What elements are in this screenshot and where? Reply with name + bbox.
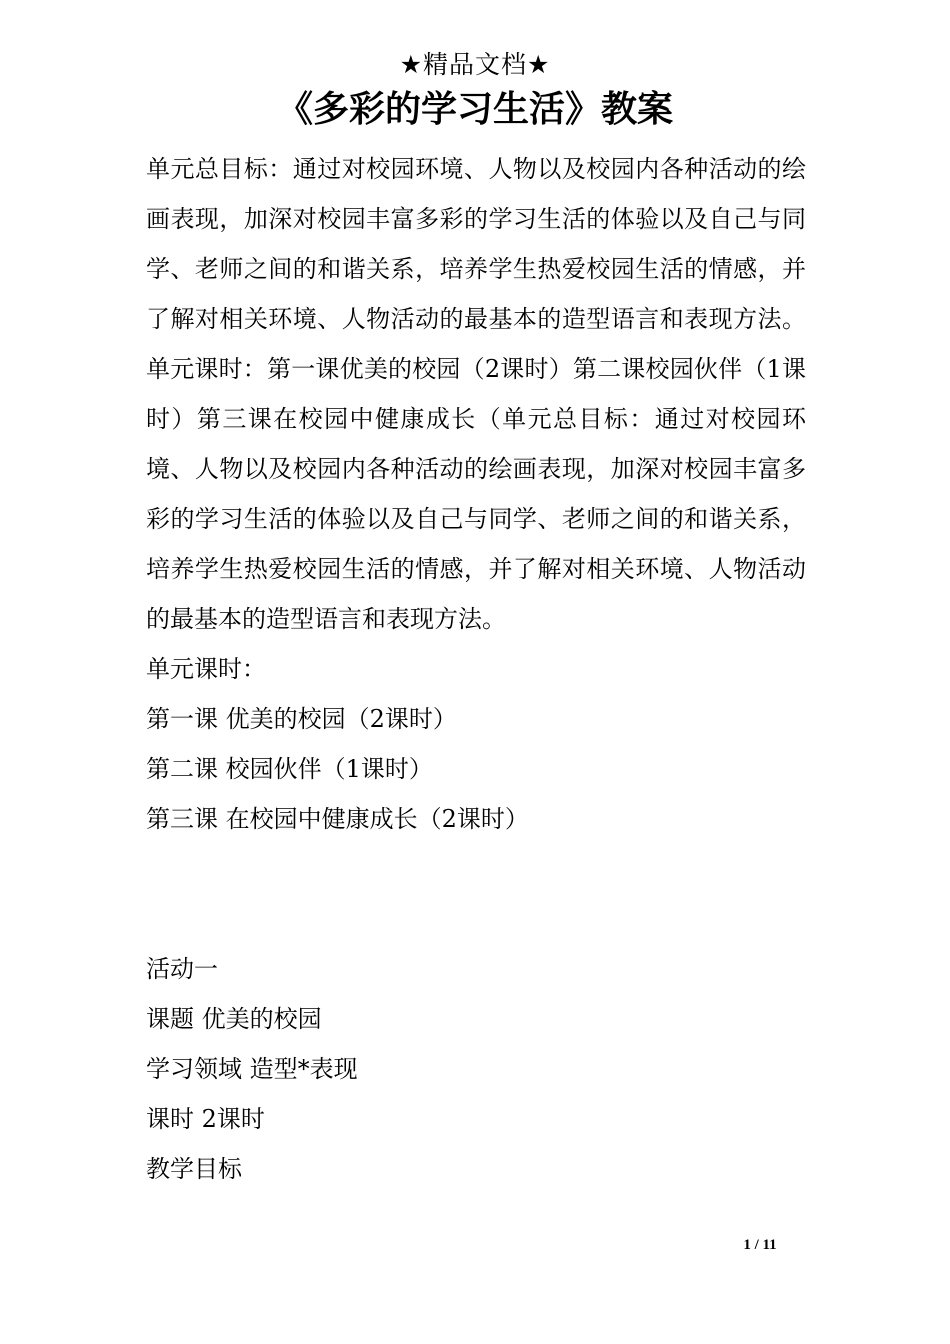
objectives-heading: 教学目标 xyxy=(146,1155,242,1183)
lesson-item: 第二课 校园伙伴（1课时） xyxy=(146,755,433,783)
activity-heading: 活动一 xyxy=(146,955,218,983)
page-number: 1 / 11 xyxy=(743,1237,777,1253)
section-spacer xyxy=(146,844,806,944)
intro-paragraph: 单元总目标：通过对校园环境、人物以及校园内各种活动的绘画表现，加深对校园丰富多彩的学习生活的体验以及自己与同学、老师之间的和谐关系，培养学生热爱校园生活的情感，并了解对相关环境、人物活动的最基本的造型语言和表现方法。单元课时：第一课优美的校园（2课时）第二课校园伙伴（1课时）第三课在校园中健康成长（单元总目标：通过对校园环境、人物以及校园内各种活动的绘画表现，加深对校园丰富多彩的学习生活的体验以及自己与同学、老师之间的和谐关系，培养学生热爱校园生活的情感，并了解对相关环境、人物活动的最基本的造型语言和表现方法。 xyxy=(146,155,806,633)
document-title: 《多彩的学习生活》教案 xyxy=(276,89,673,130)
unit-hours-label: 单元课时： xyxy=(146,655,266,683)
lesson-item: 第一课 优美的校园（2课时） xyxy=(146,705,457,733)
lesson-item: 第三课 在校园中健康成长（2课时） xyxy=(146,805,529,833)
header-watermark: ★精品文档★ xyxy=(399,50,551,79)
activity-domain: 学习领域 造型*表现 xyxy=(146,1055,358,1083)
activity-topic: 课题 优美的校园 xyxy=(146,1005,322,1033)
activity-hours: 课时 2课时 xyxy=(146,1105,265,1133)
document-body xyxy=(146,144,806,1194)
